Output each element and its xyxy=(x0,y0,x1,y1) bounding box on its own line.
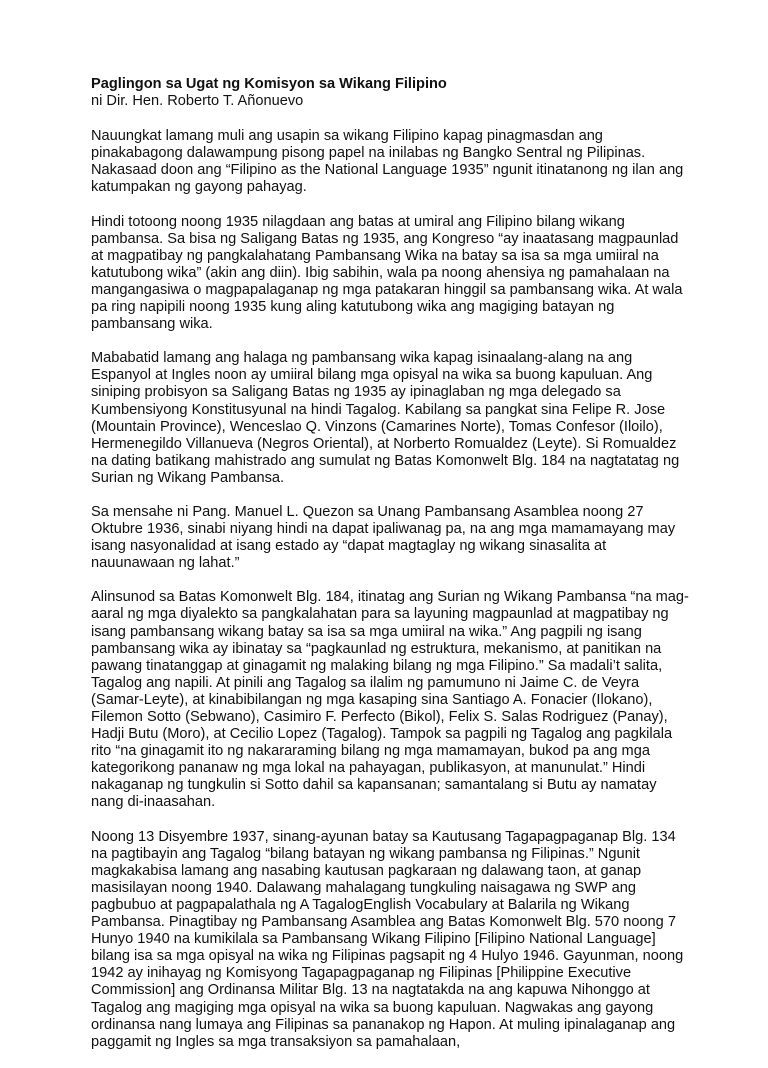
document-title: Paglingon sa Ugat ng Komisyon sa Wikang Filipino xyxy=(91,76,447,92)
paragraph: Noong 13 Disyembre 1937, sinang-ayunan batay sa Kautusang Tagapagpaganap Blg. 134 na pagtibayin ang Tagalog “bilang batayan ng wikang pambansa ng Filipinas.” Ngunit magkakabisa lamang ang nasabing kautusan pagkaraan ng dalawang taon, at ganap masisilayan noong 1940. Dalawang mahalagang tungkuling naisagawa ng SWP ang pagbubuo at pagpapalathala ng A TagalogEnglish Vocabulary at Balarila ng Wikang Pambansa. Pinagtibay ng Pambansang Asamblea ang Batas Komonwelt Blg. 570 noong 7 Hunyo 1940 na kumikilala sa Pambansang Wikang Filipino [Filipino National Language] bilang isa sa mga opisyal na wika ng Filipinas pagsapit ng 4 Hulyo 1946. Gayunman, noong 1942 ay inihayag ng Komisyong Tagapagpaganap ng Filipinas [Philippine Executive Commission] ang Ordinansa Militar Blg. 13 na nagtatakda na ang kapuwa Nihonggo at Tagalog ang magiging mga opisyal na wika sa buong kapuluan. Nagwakas ang gayong ordinansa nang lumaya ang Filipinas sa pananakop ng Hapon. At muling ipinalaganap ang paggamit ng Ingles sa mga transaksiyon sa pamahalaan, xyxy=(91,828,684,1050)
document-page xyxy=(91,76,691,1068)
document-author: ni Dir. Hen. Roberto T. Añonuevo xyxy=(91,93,304,110)
paragraph: Nauungkat lamang muli ang usapin sa wikang Filipino kapag pinagmasdan ang pinakabagong dalawampung pisong papel na inilabas ng Bangko Sentral ng Pilipinas. Nakasaad doon ang “Filipino as the National Language 1935” ngunit itinatanong ng ilan ang katumpakan ng gayong pahayag. xyxy=(91,128,684,196)
paragraph: Mababatid lamang ang halaga ng pambansang wika kapag isinaalang-alang na ang Espanyol at Ingles noon ay umiiral bilang mga opisyal na wika sa buong kapuluan. Ang siniping probisyon sa Saligang Batas ng 1935 ay ipinaglaban ng mga delegado sa Kumbensiyong Konstitusyunal na hindi Tagalog. Kabilang sa pangkat sina Felipe R. Jose (Mountain Province), Wenceslao Q. Vinzons (Camarines Norte), Tomas Confesor (Iloilo), Hermenegildo Villanueva (Negros Oriental), at Norberto Romualdez (Leyte). Si Romualdez na dating batikang mahistrado ang sumulat ng Batas Komonwelt Blg. 184 na nagtatatag ng Surian ng Wikang Pambansa. xyxy=(91,350,680,486)
paragraph: Sa mensahe ni Pang. Manuel L. Quezon sa Unang Pambansang Asamblea noong 27 Oktubre 1936, sinabi niyang hindi na dapat ipaliwanag pa, na ang mga mamamayang may isang nasyonalidad at isang estado ay “dapat magtaglay ng wikang sinasalita at nauunawaan ng lahat.” xyxy=(91,503,676,572)
paragraph: Hindi totoong noong 1935 nilagdaan ang batas at umiral ang Filipino bilang wikang pambansa. Sa bisa ng Saligang Batas ng 1935, ang Kongreso “ay inaatasang magpaunlad at magpatibay ng pangkalahatang Pambansang Wika na batay sa isa sa mga umiiral na katutubong wika” (akin ang diin). Ibig sabihin, wala pa noong ahensiya ng pamahalaan na mangangasiwa o magpapalaganap ng mga patakaran hinggil sa pambansang wika. At wala pa ring napipili noong 1935 kung aling katutubong wika ang magiging batayan ng pambansang wika. xyxy=(91,213,683,333)
paragraph: Alinsunod sa Batas Komonwelt Blg. 184, itinatag ang Surian ng Wikang Pambansa “na mag-aaral ng mga diyalekto sa pangkalahatan para sa layuning magpaunlad at magpatibay ng isang pambansang wikang batay sa isa sa mga umiiral na wika.” Ang pagpili ng isang pambansang wika ay ibinatay sa “pagkaunlad ng estruktura, mekanismo, at panitikan na pawang tinatanggap at ginagamit ng malaking bilang ng mga Filipino.” Sa madali’t salita, Tagalog ang napili. At pinili ang Tagalog sa ilalim ng pamumuno ni Jaime C. de Veyra (Samar-Leyte), at kinabibilangan ng mga kasaping sina Santiago A. Fonacier (Ilokano), Filemon Sotto (Sebwano), Casimiro F. Perfecto (Bikol), Felix S. Salas Rodriguez (Panay), Hadji Butu (Moro), at Cecilio Lopez (Tagalog). Tampok sa pagpili ng Tagalog ang pagkilala rito “na ginagamit ito ng nakararaming bilang ng mga mamamayan, bukod pa ang mga kategorikong pananaw ng mga lokal na pahayagan, publikasyon, at manunulat.” Hindi nakaganap ng tungkulin si Sotto dahil sa kapansanan; samantalang si Butu ay namatay nang di-inaasahan. xyxy=(91,589,689,811)
